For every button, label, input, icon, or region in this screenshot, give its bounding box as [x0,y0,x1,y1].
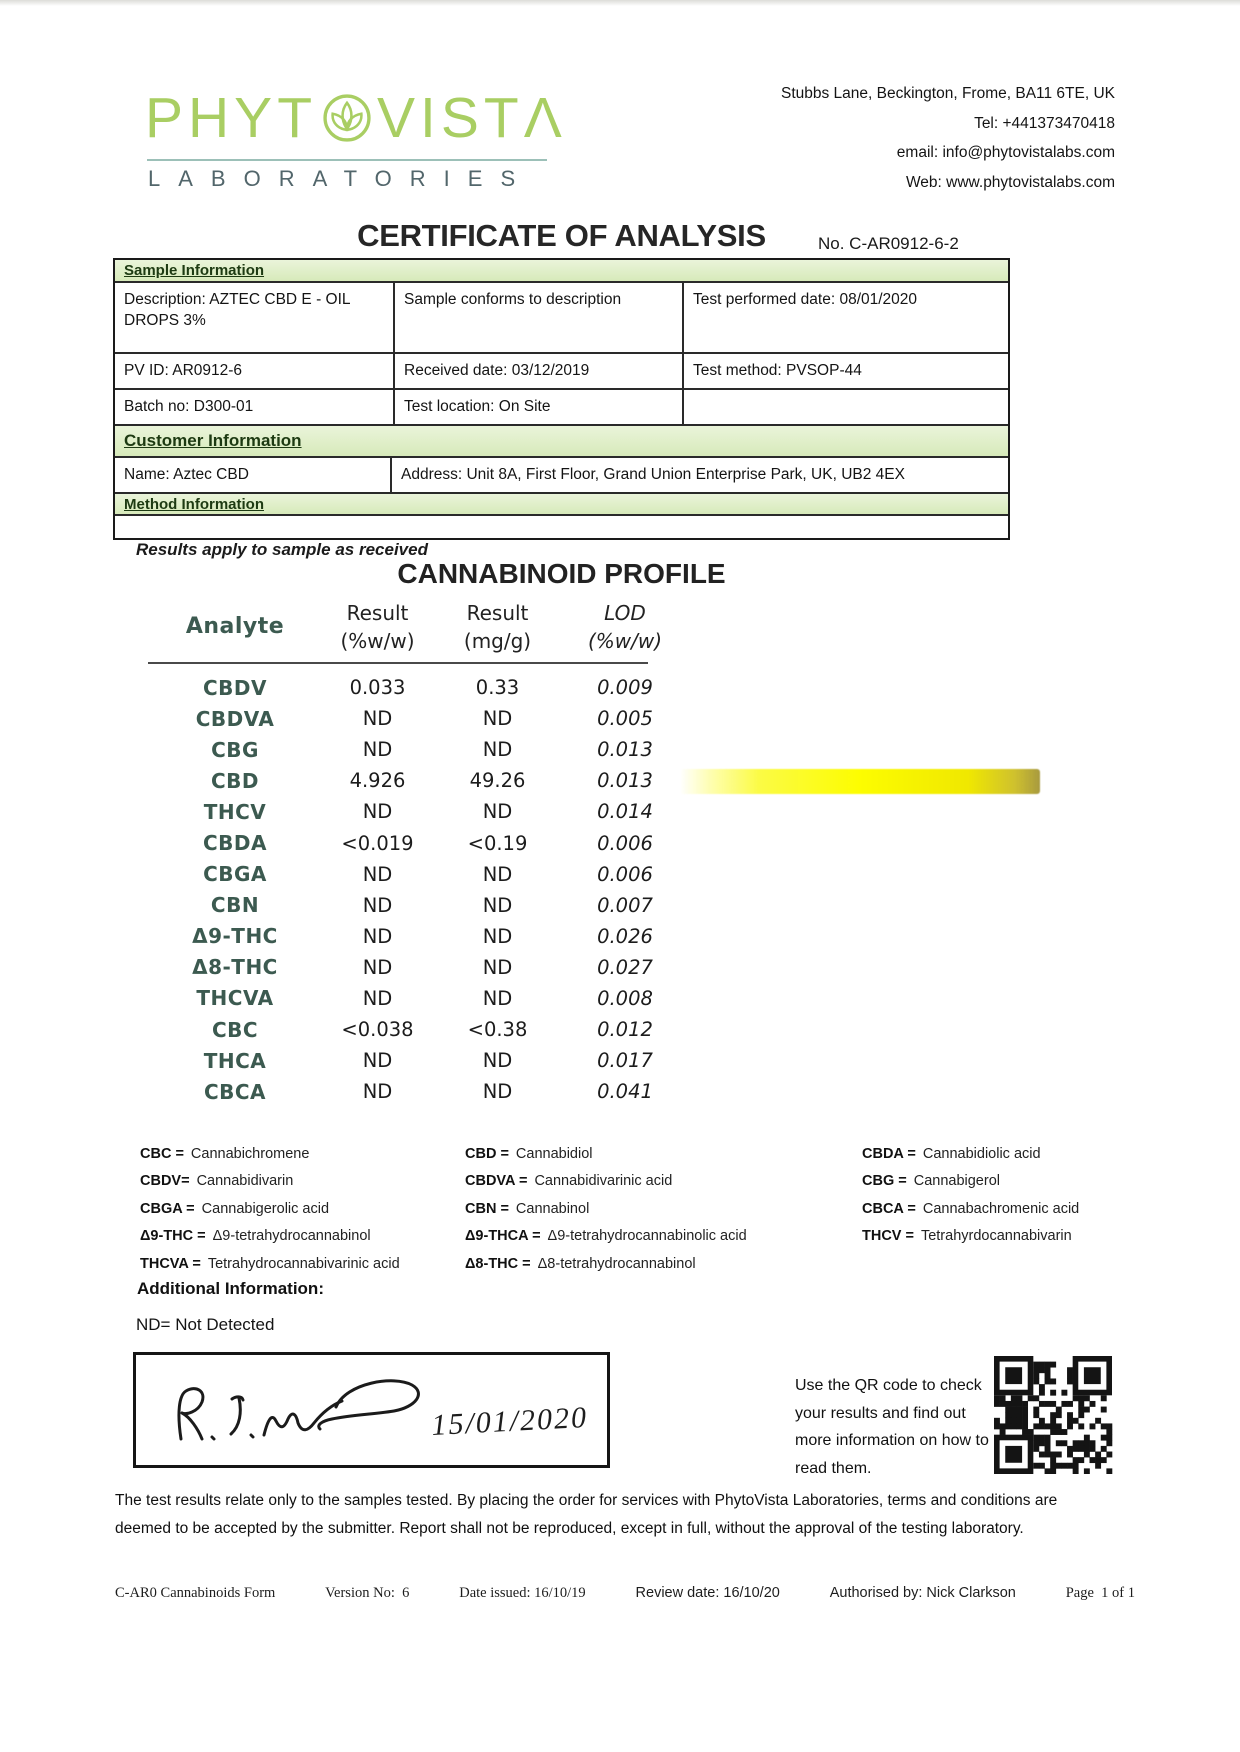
customer-info-row [115,458,1008,494]
profile-cell-mgg: 49.26 [469,769,526,793]
footer-version: Version No: 6 [325,1585,410,1601]
profile-cell-mgg: ND [482,1080,513,1104]
empty-cell [684,390,1008,424]
profile-row-THCV [150,796,690,827]
batch-no: Batch no: D300-01 [115,390,395,424]
logo [145,88,567,148]
sample-info-row-1 [115,283,1008,354]
legend-abbr: CBG = [862,1173,907,1190]
profile-cell-lod: 0.013 [597,769,653,793]
lab-tel: Tel: +441373470418 [974,114,1115,132]
profile-cell-lod: 0.008 [597,986,653,1010]
customer-name: Name: Aztec CBD [115,458,392,492]
leaf-icon [320,91,374,145]
lod-line1: LOD [604,601,646,625]
logo-subtitle: LABORATORIES [148,166,534,191]
footer-page: Page 1 of 1 [1065,1585,1135,1601]
highlight-marker [680,769,1040,794]
nd-note: ND= Not Detected [136,1315,275,1334]
profile-cell-analyte: CBN [210,893,260,918]
legend-entry [862,1168,1079,1196]
col-header-result-pct [320,594,435,660]
profile-cell-lod: 0.012 [597,1018,653,1042]
legend-abbr: CBDV= [140,1173,190,1190]
result-pct-line2: (%w/w) [340,629,415,653]
profile-cell-pct: ND [362,862,393,886]
lab-web: Web: www.phytovistalabs.com [905,173,1115,191]
profile-cell-analyte: Δ9-THC [192,924,278,949]
disclaimer: The test results relate only to the samples tested. By placing the order for services with PhytoVista Laboratories, terms and conditions are deemed to be accepted by the submitter. Report shall not be reproduced, except in full, without the approval of the testing laboratory. [115,1492,1058,1537]
profile-cell-pct: ND [362,800,393,824]
lab-email: email: info@phytovistalabs.com [896,144,1115,161]
lab-address: Stubbs Lane, Beckington, Frome, BA11 6TE, UK [781,85,1115,102]
profile-cell-lod: 0.027 [597,955,653,979]
profile-row-CBD [150,765,690,796]
profile-cell-mgg: ND [482,1049,513,1073]
profile-cell-analyte: THCVA [196,986,274,1011]
profile-header-rule [148,662,648,664]
results-note: Results apply to sample as received [136,540,428,559]
profile-title: CANNABINOID PROFILE [397,558,726,589]
profile-cell-lod: 0.005 [597,707,653,731]
profile-row-Δ8-THC [150,952,690,983]
profile-cell-lod: 0.041 [597,1080,653,1104]
profile-cell-mgg: <0.19 [467,831,528,855]
profile-row-CBDA [150,827,690,858]
footer-authorised-by: Authorised by: Nick Clarkson [829,1585,1016,1601]
legend-entry [465,1168,747,1196]
profile-cell-mgg: ND [482,986,513,1010]
profile-row-CBN [150,890,690,921]
qr-code [993,1356,1113,1474]
signature-date: 15/01/2020 [430,1400,589,1442]
profile-cell-pct: ND [362,1049,393,1073]
legend-definition: Cannabidivarinic acid [534,1173,673,1190]
profile-cell-lod: 0.007 [597,893,653,917]
footer-date-issued: Date issued: 16/10/19 [459,1585,586,1601]
legend-definition: Δ9-tetrahydrocannabinolic acid [547,1228,747,1245]
profile-cell-analyte: THCA [203,1048,267,1073]
profile-cell-lod: 0.017 [597,1049,653,1073]
profile-cell-mgg: <0.38 [467,1018,528,1042]
pv-id: PV ID: AR0912-6 [115,354,395,388]
logo-divider [147,159,547,161]
legend-entry [465,1195,747,1223]
profile-row-CBGA [150,859,690,890]
profile-cell-analyte: CBDA [202,831,267,856]
legend-abbr: CBN = [465,1200,509,1217]
legend-entry [465,1223,747,1251]
legend-definition: Δ8-tetrahydrocannabinol [537,1255,696,1272]
test-location: Test location: On Site [395,390,684,424]
additional-info-heading: Additional Information: [137,1279,324,1298]
profile-cell-lod: 0.006 [597,831,653,855]
profile-row-CBC [150,1014,690,1045]
profile-cell-pct: ND [362,924,393,948]
profile-row-CBG [150,734,690,765]
legend-entry [140,1195,400,1223]
sample-description: Description: AZTEC CBD E - OIL DROPS 3% [115,283,395,352]
legend-definition: Cannabidiol [515,1145,593,1162]
profile-cell-pct: ND [362,707,393,731]
profile-cell-lod: 0.013 [597,738,653,762]
profile-cell-mgg: 0.33 [475,676,520,700]
logo-wordmark [145,88,567,148]
profile-cell-analyte: CBG [211,737,259,762]
legend-definition: Cannabichromene [190,1145,310,1162]
received-date: Received date: 03/12/2019 [395,354,684,388]
legend-entry [862,1195,1079,1223]
legend-entry [465,1140,747,1168]
profile-cell-lod: 0.014 [597,800,653,824]
result-mgg-line1: Result [466,601,529,625]
profile-cell-mgg: ND [482,924,513,948]
profile-cell-lod: 0.026 [597,924,653,948]
result-mgg-line2: (mg/g) [463,629,532,653]
footer-form-name: C-AR0 Cannabinoids Form [115,1585,276,1601]
profile-cell-analyte: Δ8-THC [192,955,278,980]
profile-cell-analyte: CBGA [203,862,267,887]
legend-definition: Δ9-tetrahydrocannabinol [212,1228,371,1245]
method-info-bar [115,494,1008,516]
legend-definition: Cannabachromenic acid [922,1200,1080,1217]
legend-abbr: CBC = [140,1145,184,1162]
logo-text-phyt: PHYT [145,86,318,150]
legend-abbr: CBDVA = [465,1173,528,1190]
page-title: CERTIFICATE OF ANALYSIS [357,218,766,253]
profile-header [150,594,690,660]
legend-abbr: Δ9-THC = [140,1228,206,1245]
profile-row-CBCA [150,1076,690,1107]
legend-entry [140,1168,400,1196]
legend-col-3 [862,1140,1079,1250]
profile-row-THCVA [150,983,690,1014]
profile-cell-lod: 0.006 [597,862,653,886]
customer-info-bar [115,426,1008,458]
sample-info-bar [115,260,1008,283]
profile-row-THCA [150,1045,690,1076]
legend-abbr: THCVA = [140,1255,201,1272]
customer-address: Address: Unit 8A, First Floor, Grand Union Enterprise Park, UK, UB2 4EX [401,466,905,483]
legend-abbr: THCV = [862,1228,914,1245]
scan-edge-artifact [0,0,1240,6]
legend-entry [140,1223,400,1251]
legend-abbr: Δ8-THC = [465,1255,531,1272]
test-performed-date: Test performed date: 08/01/2020 [693,291,918,308]
legend-definition: Tetrahyrdocannabivarin [920,1228,1072,1245]
profile-cell-mgg: ND [482,707,513,731]
profile-rows [150,672,690,1107]
profile-row-Δ9-THC [150,921,690,952]
profile-cell-mgg: ND [482,800,513,824]
col-header-result-mgg [435,594,560,660]
profile-cell-pct: ND [362,955,393,979]
profile-cell-analyte: THCV [203,799,267,824]
profile-cell-analyte: CBC [211,1017,259,1042]
legend-col-1 [140,1140,400,1278]
col-header-lod [560,594,690,660]
profile-cell-mgg: ND [482,955,513,979]
profile-cell-pct: 4.926 [349,769,406,793]
lod-line2: (%w/w) [587,629,663,653]
legend-definition: Tetrahydrocannabivarinic acid [207,1255,400,1272]
legend-entry [140,1140,400,1168]
test-method: Test method: PVSOP-44 [693,362,862,379]
footer [115,1585,1135,1602]
info-table [113,258,1010,540]
legend-definition: Cannabidiolic acid [922,1145,1041,1162]
contact-block [781,79,1115,197]
signature [136,1355,607,1465]
customer-info-heading: Customer Information [124,431,302,450]
legend-entry [465,1250,747,1278]
certificate-number: No. C-AR0912-6-2 [818,234,959,253]
legend-abbr: CBCA = [862,1200,916,1217]
profile-cell-pct: <0.038 [341,1018,414,1042]
sample-info-row-2 [115,354,1008,390]
profile-cell-analyte: CBDV [202,675,267,700]
legend-col-2 [465,1140,747,1278]
result-pct-line1: Result [346,601,409,625]
profile-cell-pct: <0.019 [341,831,414,855]
profile-cell-lod: 0.009 [597,676,653,700]
logo-text-vista: VISTΛ [377,86,567,150]
sample-info-heading: Sample Information [124,262,265,279]
legend-abbr: CBGA = [140,1200,195,1217]
method-info-heading: Method Information [124,495,264,513]
legend-definition: Cannabigerol [913,1173,1000,1190]
profile-cell-mgg: ND [482,862,513,886]
legend-abbr: CBDA = [862,1145,916,1162]
profile-cell-analyte: CBD [210,768,260,793]
profile-cell-pct: ND [362,893,393,917]
profile-cell-analyte: CBCA [203,1079,267,1104]
sample-info-row-3 [115,390,1008,426]
profile-cell-pct: ND [362,986,393,1010]
profile-cell-mgg: ND [482,893,513,917]
footer-review-date: Review date: 16/10/20 [635,1585,780,1601]
legend-entry [862,1223,1079,1251]
sample-conforms: Sample conforms to description [395,283,684,352]
legend-definition: Cannabinol [515,1200,590,1217]
legend-entry [140,1250,400,1278]
legend-definition: Cannabigerolic acid [201,1200,330,1217]
profile-cell-analyte: CBDVA [195,706,275,731]
col-header-analyte-label: Analyte [185,614,285,639]
legend-abbr: CBD = [465,1145,509,1162]
profile-cell-mgg: ND [482,738,513,762]
profile-cell-pct: ND [362,738,393,762]
qr-caption: Use the QR code to check your results and find out more information on how to read them. [795,1377,989,1477]
profile-row-CBDV [150,672,690,703]
profile-cell-pct: 0.033 [349,676,406,700]
profile-cell-pct: ND [362,1080,393,1104]
profile-row-CBDVA [150,703,690,734]
col-header-analyte [150,594,320,660]
legend-entry [862,1140,1079,1168]
method-info-empty-row [115,516,1008,538]
signature-box [133,1352,610,1468]
legend-definition: Cannabidivarin [196,1173,294,1190]
legend-abbr: Δ9-THCA = [465,1228,541,1245]
qr-code-image [993,1356,1113,1474]
